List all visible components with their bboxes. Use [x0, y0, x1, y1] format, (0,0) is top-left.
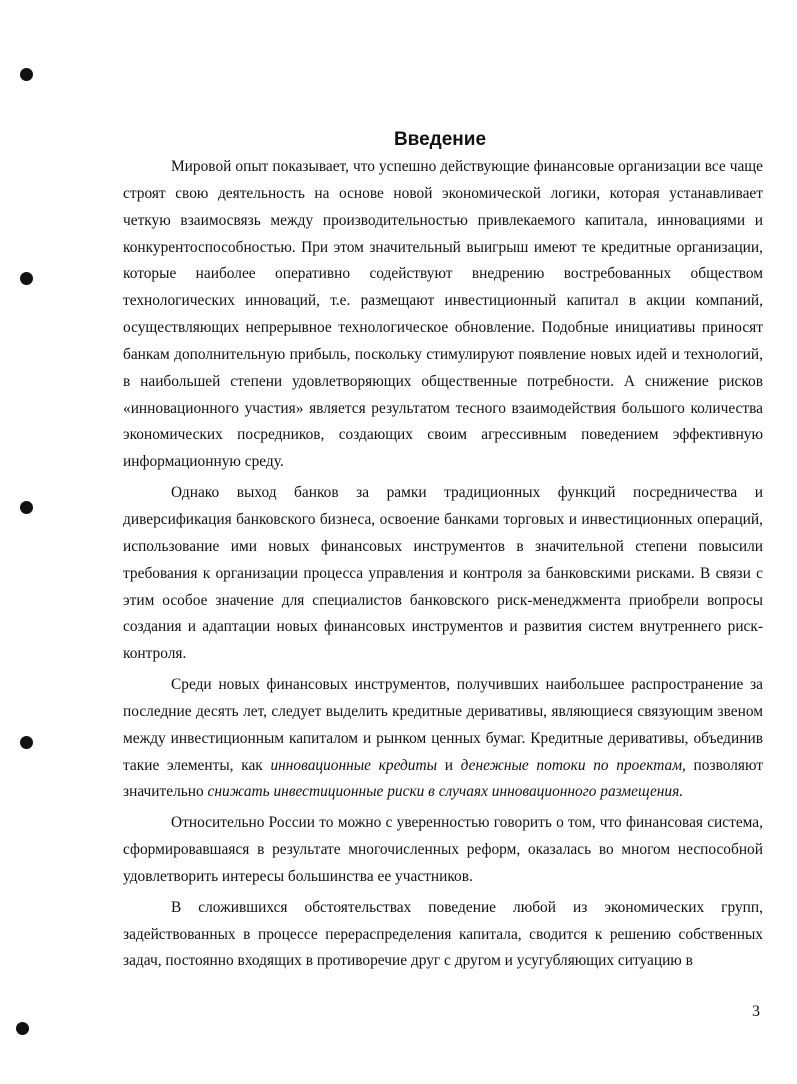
- paragraph-3-text: и: [437, 756, 461, 774]
- punch-hole: [20, 501, 33, 514]
- paragraph-5: В сложившихся обстоятельствах поведение любой из экономических групп, задействованных в процессе перераспределения капитала, сводится к решению собственных задач, постоянно входящих в противоречие друг с другом и усугубляющих ситуацию в: [123, 898, 763, 970]
- paragraph-1: Мировой опыт показывает, что успешно действующие финансовые организации все чаще строят свою деятельность на основе новой экономической логики, которая устанавливает четкую взаимосвязь между производительностью привлекаемого капитала, инновациями и конкурентоспособностью. При этом значительный выигрыш имеют те кредитные организации, которые наиболее оперативно содействуют внедрению востребованных обществом технологических инноваций, т.е. размещают инвестиционный капитал в акции компаний, осуществляющих непрерывное технологическое обновление. Подобные инициативы приносят банкам дополнительную прибыль, поскольку стимулируют появление новых идей и технологий, в наибольшей степени удовлетворяющих общественные потребности. А снижение рисков «инновационного участия» является результатом тесного взаимодействия большого количества экономических посредников, создающих своим агрессивным поведением эффективную информационную среду.: [123, 158, 763, 471]
- punch-hole: [20, 68, 33, 81]
- punch-hole: [20, 736, 33, 749]
- page-number: 3: [752, 1003, 760, 1020]
- emphasis-cash-flows: денежные потоки по проектам,: [460, 756, 686, 774]
- emphasis-reduce-risks: снижать инвестиционные риски в случаях инновационного размещения.: [207, 783, 684, 801]
- paragraph-3: [123, 672, 763, 806]
- paragraph-3-text: Среди новых финансовых инструментов, получивших наибольшее распространение за последние десять лет, следует выделить кредитные деривативы, являющиеся связующим звеном между инвестиционным капиталом и рынком ценных бумаг. Кредитные деривативы, объединив такие элементы, как: [123, 676, 763, 774]
- body-text: [123, 154, 763, 975]
- paragraph-3-text: позволяют значительно: [123, 756, 764, 801]
- emphasis-innovative-credits: инновационные кредиты: [270, 756, 438, 774]
- paragraph-4: Относительно России то можно с уверенностью говорить о том, что финансовая система, сформировавшаяся в результате многочисленных реформ, оказалась во многом неспособной удовлетворить интересы большинства ее участников.: [123, 814, 763, 885]
- page-title: Введение: [393, 129, 487, 150]
- punch-hole: [16, 1022, 29, 1035]
- paragraph-2: Однако выход банков за рамки традиционных функций посредничества и диверсификация банковского бизнеса, освоение банками торговых и инвестиционных операций, использование ими новых финансовых инструментов в значительной степени повысили требования к организации процесса управления и контроля за банковскими рисками. В связи с этим особое значение для специалистов банковского риск-менеджмента приобрели вопросы создания и адаптации новых финансовых инструментов и развития систем внутреннего риск-контроля.: [123, 484, 763, 663]
- punch-hole: [20, 272, 33, 285]
